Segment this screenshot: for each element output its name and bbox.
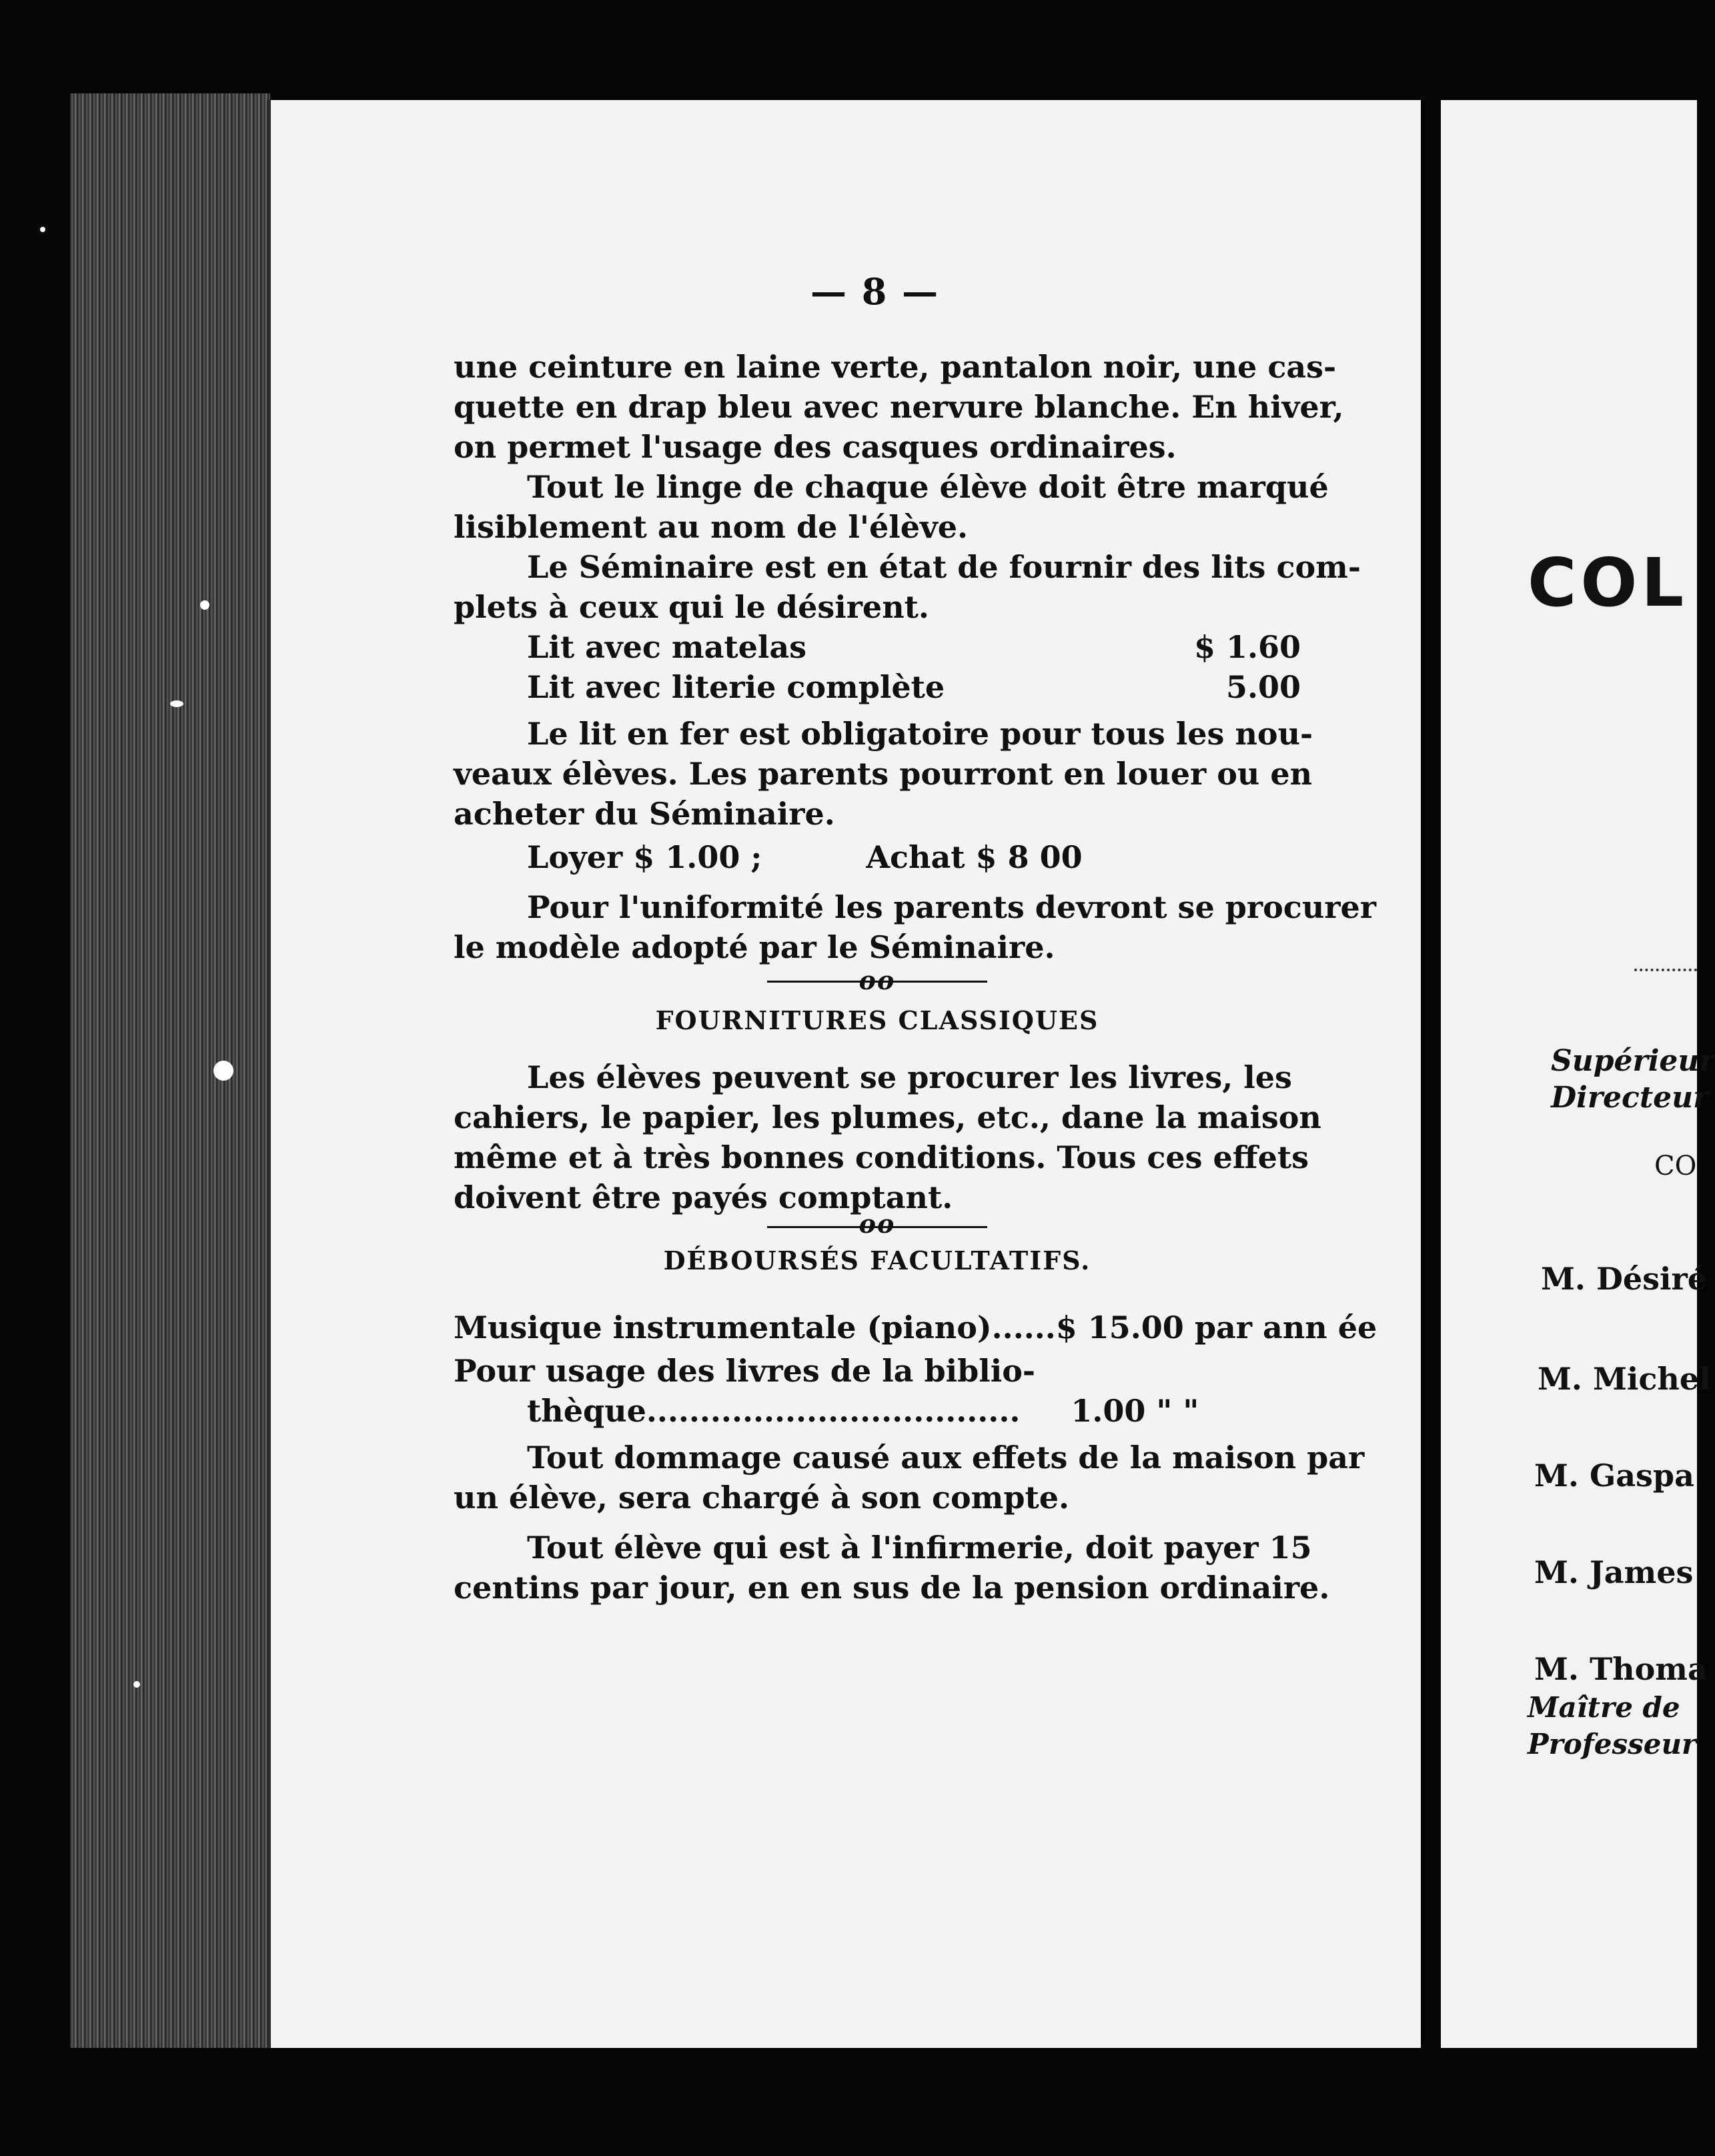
scan-speck [170, 700, 183, 707]
separator-mark: oo [859, 1209, 896, 1239]
right-page-title: COL [1528, 544, 1688, 622]
paragraph-infirmary [454, 1528, 1330, 1608]
text-line: Pour l'uniformité les parents devront se procurer [527, 889, 1376, 925]
section-heading-debourses: DÉBOURSÉS FACULTATIFS. [663, 1245, 1091, 1275]
staff-name: M. Michel [1538, 1361, 1711, 1397]
library-amount: 1.00 " " [1071, 1393, 1199, 1429]
paragraph-iron-bed [454, 714, 1313, 834]
scan-speck [200, 600, 209, 610]
text-line: même et à très bonnes conditions. Tous ces effets [454, 1139, 1309, 1175]
scan-speck [133, 1681, 140, 1688]
paragraph-linen [454, 467, 1329, 547]
price-value: $ 1.60 [1193, 629, 1301, 665]
book-spine-edge [70, 93, 270, 2048]
text-line: veaux élèves. Les parents pourront en louer ou en [454, 756, 1313, 792]
staff-name: M. Gaspa [1534, 1458, 1694, 1494]
text-line: Tout élève qui est à l'infirmerie, doit payer 15 [527, 1530, 1312, 1566]
paragraph-supplies [454, 1057, 1321, 1217]
text-line: une ceinture en laine verte, pantalon noir, une cas- [454, 349, 1337, 385]
text-line: plets à ceux qui le désirent. [454, 589, 929, 625]
role-professeur: Professeur [1528, 1728, 1697, 1760]
library-dots: thèque................................... [527, 1393, 1021, 1429]
text-line: un élève, sera chargé à son compte. [454, 1480, 1070, 1516]
text-line: centins par jour, en en sus de la pension ordinaire. [454, 1570, 1330, 1606]
bed-price-list [454, 627, 1301, 707]
page-gutter [1421, 93, 1441, 2055]
text-line: cahiers, le papier, les plumes, etc., dane la maison [454, 1099, 1321, 1135]
role-superieur: Supérieur [1551, 1044, 1715, 1078]
buy-price: Achat $ 8 00 [866, 839, 1083, 875]
price-label: Lit avec literie complète [527, 669, 945, 705]
text-line: acheter du Séminaire. [454, 796, 835, 832]
text-line: Tout dommage causé aux effets de la maison par [527, 1440, 1365, 1476]
text-line: on permet l'usage des casques ordinaires. [454, 429, 1177, 465]
section-co: CO [1654, 1151, 1697, 1181]
separator-mark: oo [859, 965, 896, 995]
text-line: Le lit en fer est obligatoire pour tous les nou- [527, 716, 1313, 752]
rent-buy-line [454, 837, 1301, 877]
music-fee: Musique instrumentale (piano)......$ 15.00 par ann ée [454, 1309, 1377, 1345]
library-fee-line2 [454, 1391, 1301, 1431]
text-line: quette en drap bleu avec nervure blanche. En hiver, [454, 389, 1344, 425]
text-line: doivent être payés comptant. [454, 1179, 953, 1215]
scan-speck [213, 1061, 233, 1081]
paragraph-uniformity [454, 887, 1376, 967]
role-directeur: Directeur [1551, 1081, 1709, 1115]
price-value: 5.00 [1225, 669, 1301, 705]
role-maitre: Maître de [1528, 1691, 1680, 1724]
text-line: lisiblement au nom de l'élève. [454, 509, 968, 545]
price-row [454, 627, 1301, 667]
scan-speck [40, 227, 45, 232]
staff-name: M. James [1534, 1554, 1694, 1590]
text-line: le modèle adopté par le Séminaire. [454, 929, 1055, 965]
rent-price: Loyer $ 1.00 ; [527, 839, 762, 875]
paragraph-damage [454, 1438, 1365, 1518]
text-line: Le Séminaire est en état de fournir des lits com- [527, 549, 1361, 585]
staff-name: M. Thoma [1534, 1651, 1708, 1687]
section-heading-fournitures: FOURNITURES CLASSIQUES [655, 1005, 1099, 1035]
dotted-rule [1634, 969, 1697, 971]
text-line: Tout le linge de chaque élève doit être marqué [527, 469, 1329, 505]
library-fee-line1: Pour usage des livres de la biblio- [454, 1353, 1036, 1389]
page-number: — 8 — [810, 270, 940, 313]
price-row [454, 667, 1301, 707]
text-line: Les élèves peuvent se procurer les livres, les [527, 1059, 1292, 1095]
paragraph-uniform [454, 347, 1344, 467]
staff-name: M. Désiré [1541, 1261, 1707, 1297]
paragraph-beds [454, 547, 1361, 627]
price-label: Lit avec matelas [527, 629, 807, 665]
